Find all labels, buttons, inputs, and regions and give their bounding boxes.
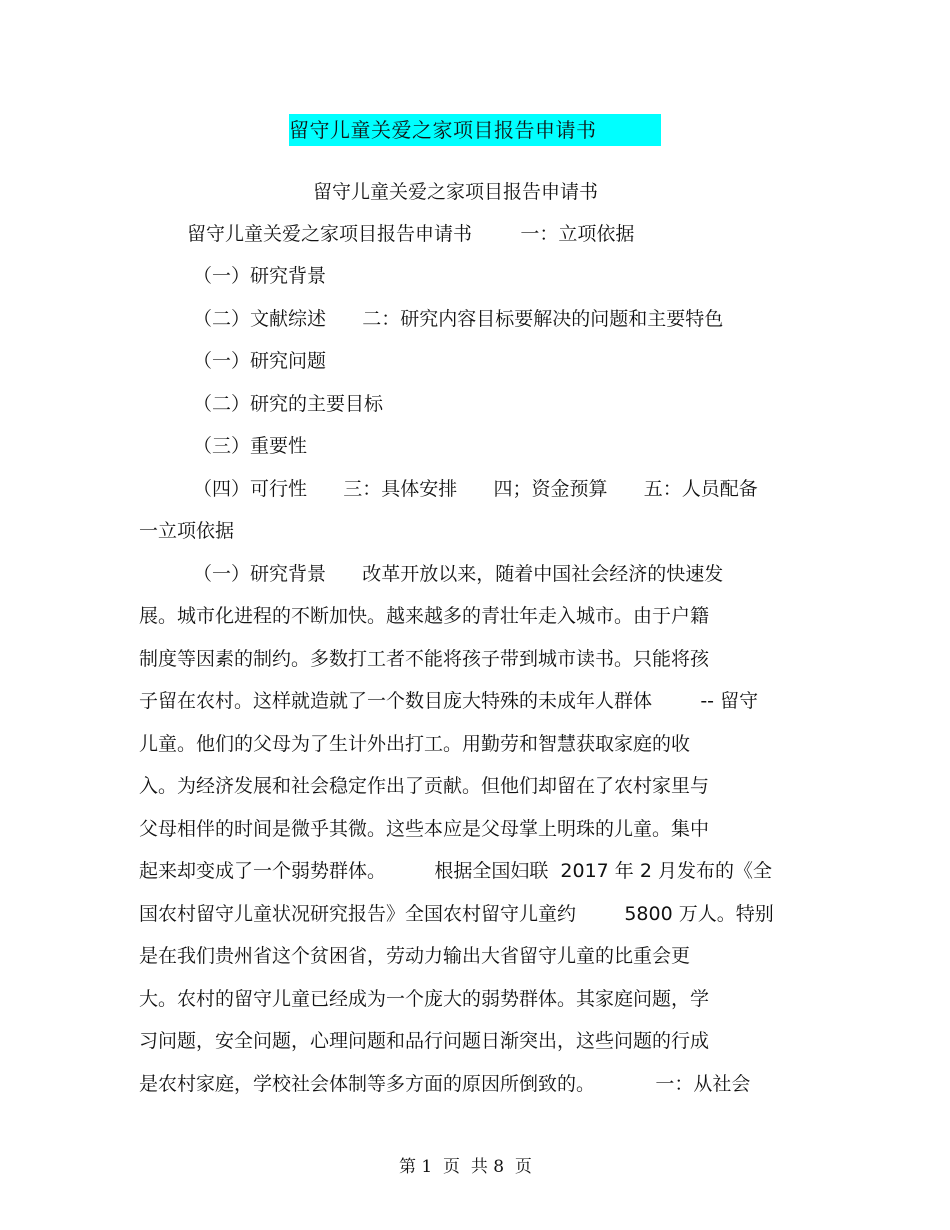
body-line: 一立项依据: [139, 520, 235, 542]
body-line: 儿童。他们的父母为了生计外出打工。用勤劳和智慧获取家庭的收: [139, 733, 691, 755]
body-line: （四）可行性 三：具体安排 四；资金预算 五：人员配备: [193, 478, 758, 500]
body-line: （二）文献综述 二：研究内容目标要解决的问题和主要特色: [193, 308, 724, 330]
document-title-text: 留守儿童关爱之家项目报告申请书: [289, 114, 661, 146]
body-line: 大。农村的留守儿童已经成为一个庞大的弱势群体。其家庭问题，学: [139, 988, 710, 1010]
body-line: 留守儿童关爱之家项目报告申请书 一：立项依据: [187, 223, 635, 245]
body-line: 是农村家庭，学校社会体制等多方面的原因所倒致的。 一：从社会: [139, 1073, 751, 1095]
body-line: 入。为经济发展和社会稳定作出了贡献。但他们却留在了农村家里与: [139, 775, 710, 797]
body-line: （三）重要性: [193, 435, 308, 457]
body-line: 是在我们贵州省这个贫困省，劳动力输出大省留守儿童的比重会更: [139, 945, 691, 967]
body-line: 制度等因素的制约。多数打工者不能将孩子带到城市读书。只能将孩: [139, 648, 710, 670]
body-line: （一）研究背景: [193, 265, 327, 287]
body-line: 国农村留守儿童状况研究报告》全国农村留守儿童约 5800 万人。特别: [139, 903, 774, 925]
document-subtitle: 留守儿童关爱之家项目报告申请书: [313, 181, 599, 203]
document-title: [289, 114, 661, 146]
body-line: （二）研究的主要目标: [193, 393, 384, 415]
body-line: 展。城市化进程的不断加快。越来越多的青壮年走入城市。由于户籍: [139, 605, 710, 627]
body-line: 起来却变成了一个弱势群体。 根据全国妇联 2017 年 2 月发布的《全: [139, 860, 772, 882]
body-line: 子留在农村。这样就造就了一个数目庞大特殊的未成年人群体 -- 留守: [139, 690, 759, 712]
body-line: （一）研究背景 改革开放以来，随着中国社会经济的快速发: [193, 563, 724, 585]
body-line: （一）研究问题: [193, 350, 327, 372]
body-line: 父母相伴的时间是微乎其微。这些本应是父母掌上明珠的儿童。集中: [139, 818, 710, 840]
page-number-footer: 第 1 页 共 8 页: [399, 1157, 532, 1177]
body-line: 习问题，安全问题，心理问题和品行问题日渐突出，这些问题的行成: [139, 1030, 710, 1052]
